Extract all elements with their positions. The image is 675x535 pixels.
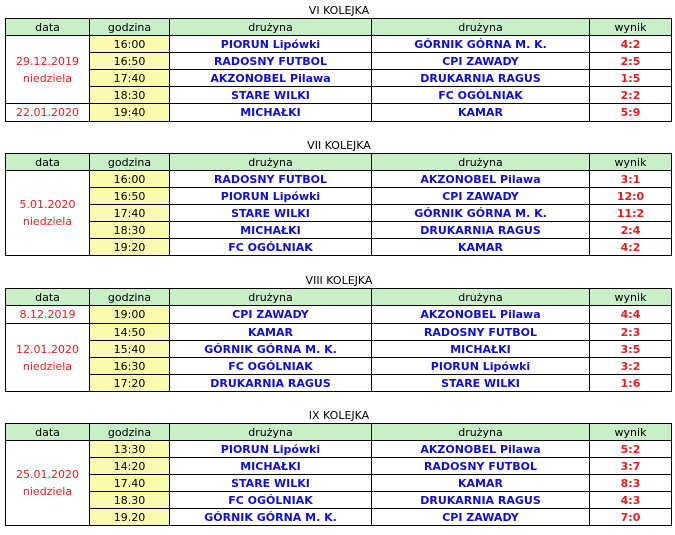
match-time: 18:30 bbox=[90, 87, 170, 104]
match-time: 13:30 bbox=[90, 441, 170, 458]
match-date: 5.01.2020 bbox=[19, 198, 76, 211]
match-score: 11:2 bbox=[590, 205, 672, 222]
away-team: STARE WILKI bbox=[372, 375, 590, 392]
match-row bbox=[6, 171, 672, 188]
home-team: GÓRNIK GÓRNA M. K. bbox=[170, 341, 372, 358]
team-header: drużyna bbox=[372, 424, 590, 441]
match-time: 18.30 bbox=[90, 492, 170, 509]
match-time: 19:40 bbox=[90, 104, 170, 122]
team-header: drużyna bbox=[170, 19, 372, 36]
match-time: 17:40 bbox=[90, 70, 170, 87]
match-date-cell bbox=[6, 171, 90, 256]
match-row bbox=[6, 458, 672, 475]
match-score: 3:2 bbox=[590, 358, 672, 375]
round-title: VIII KOLEJKA bbox=[305, 274, 373, 287]
team-header: drużyna bbox=[372, 289, 590, 306]
away-team: CPI ZAWADY bbox=[372, 53, 590, 70]
score-header: wynik bbox=[590, 289, 672, 306]
home-team: GÓRNIK GÓRNA M. K. bbox=[170, 509, 372, 526]
score-header: wynik bbox=[590, 424, 672, 441]
match-row bbox=[6, 475, 672, 492]
match-time: 19:00 bbox=[90, 306, 170, 324]
match-score: 2:5 bbox=[590, 53, 672, 70]
match-score: 5:9 bbox=[590, 104, 672, 122]
match-score: 2:3 bbox=[590, 324, 672, 341]
match-row bbox=[6, 306, 672, 324]
header-row bbox=[6, 154, 672, 171]
date-header: data bbox=[6, 289, 90, 306]
match-date: 29.12.2019 bbox=[16, 54, 79, 68]
match-weekday: niedziela bbox=[22, 485, 73, 498]
match-score: 3:7 bbox=[590, 458, 672, 475]
match-time: 17:20 bbox=[90, 375, 170, 392]
score-header: wynik bbox=[590, 19, 672, 36]
match-date: 22.01.2020 bbox=[16, 106, 79, 119]
match-time: 19:20 bbox=[90, 239, 170, 256]
away-team: KAMAR bbox=[372, 475, 590, 492]
match-row bbox=[6, 509, 672, 526]
match-row bbox=[6, 104, 672, 122]
match-time: 14:50 bbox=[90, 324, 170, 341]
match-time: 16:50 bbox=[90, 53, 170, 70]
match-date-cell bbox=[6, 104, 90, 122]
match-row bbox=[6, 205, 672, 222]
match-score: 4:3 bbox=[590, 492, 672, 509]
match-score: 4:2 bbox=[590, 239, 672, 256]
match-time: 15:40 bbox=[90, 341, 170, 358]
round-title: VII KOLEJKA bbox=[307, 139, 371, 152]
round-title: VI KOLEJKA bbox=[308, 4, 370, 17]
home-team: STARE WILKI bbox=[170, 87, 372, 104]
home-team: PIORUN Lipówki bbox=[170, 36, 372, 53]
time-header: godzina bbox=[90, 19, 170, 36]
home-team: KAMAR bbox=[170, 324, 372, 341]
score-header: wynik bbox=[590, 154, 672, 171]
home-team: CPI ZAWADY bbox=[170, 306, 372, 324]
home-team: AKZONOBEL Pilawa bbox=[170, 70, 372, 87]
team-header: drużyna bbox=[170, 154, 372, 171]
match-row bbox=[6, 492, 672, 509]
match-score: 5:2 bbox=[590, 441, 672, 458]
round-table bbox=[5, 423, 672, 526]
home-team: STARE WILKI bbox=[170, 205, 372, 222]
match-row bbox=[6, 375, 672, 392]
home-team: RADOSNY FUTBOL bbox=[170, 53, 372, 70]
round-table bbox=[5, 18, 672, 122]
home-team: MICHAŁKI bbox=[170, 458, 372, 475]
match-time: 18:30 bbox=[90, 222, 170, 239]
match-weekday: niedziela bbox=[22, 71, 73, 85]
match-row bbox=[6, 53, 672, 70]
match-score: 1:6 bbox=[590, 375, 672, 392]
match-date-cell bbox=[6, 324, 90, 392]
away-team: CPI ZAWADY bbox=[372, 509, 590, 526]
match-row bbox=[6, 358, 672, 375]
match-row bbox=[6, 36, 672, 53]
match-score: 2:4 bbox=[590, 222, 672, 239]
round-section bbox=[5, 3, 673, 122]
time-header: godzina bbox=[90, 154, 170, 171]
round-section bbox=[5, 408, 673, 526]
home-team: FC OGÓLNIAK bbox=[170, 239, 372, 256]
away-team: KAMAR bbox=[372, 104, 590, 122]
match-row bbox=[6, 70, 672, 87]
away-team: PIORUN Lipówki bbox=[372, 358, 590, 375]
away-team: DRUKARNIA RAGUS bbox=[372, 70, 590, 87]
time-header: godzina bbox=[90, 424, 170, 441]
match-row bbox=[6, 222, 672, 239]
match-time: 14:20 bbox=[90, 458, 170, 475]
away-team: FC OGÓLNIAK bbox=[372, 87, 590, 104]
home-team: PIORUN Lipówki bbox=[170, 441, 372, 458]
match-score: 4:2 bbox=[590, 36, 672, 53]
team-header: drużyna bbox=[170, 289, 372, 306]
match-time: 16:30 bbox=[90, 358, 170, 375]
away-team: DRUKARNIA RAGUS bbox=[372, 492, 590, 509]
round-table bbox=[5, 153, 672, 256]
header-row bbox=[6, 424, 672, 441]
match-date-cell bbox=[6, 441, 90, 526]
match-date: 25.01.2020 bbox=[16, 468, 79, 481]
team-header: drużyna bbox=[372, 19, 590, 36]
match-time: 17.40 bbox=[90, 475, 170, 492]
date-header: data bbox=[6, 19, 90, 36]
home-team: FC OGÓLNIAK bbox=[170, 358, 372, 375]
match-row bbox=[6, 188, 672, 205]
away-team: GÓRNIK GÓRNA M. K. bbox=[372, 205, 590, 222]
match-row bbox=[6, 441, 672, 458]
match-time: 16:50 bbox=[90, 188, 170, 205]
match-score: 7:0 bbox=[590, 509, 672, 526]
away-team: MICHAŁKI bbox=[372, 341, 590, 358]
round-title: IX KOLEJKA bbox=[308, 409, 370, 422]
round-table bbox=[5, 288, 672, 392]
match-weekday: niedziela bbox=[22, 215, 73, 228]
home-team: MICHAŁKI bbox=[170, 222, 372, 239]
match-weekday: niedziela bbox=[22, 359, 73, 373]
match-date-cell bbox=[6, 36, 90, 104]
match-time: 17:40 bbox=[90, 205, 170, 222]
away-team: CPI ZAWADY bbox=[372, 188, 590, 205]
match-score: 3:1 bbox=[590, 171, 672, 188]
home-team: PIORUN Lipówki bbox=[170, 188, 372, 205]
header-row bbox=[6, 289, 672, 306]
home-team: RADOSNY FUTBOL bbox=[170, 171, 372, 188]
match-time: 19.20 bbox=[90, 509, 170, 526]
team-header: drużyna bbox=[170, 424, 372, 441]
home-team: FC OGÓLNIAK bbox=[170, 492, 372, 509]
header-row bbox=[6, 19, 672, 36]
round-section bbox=[5, 273, 673, 392]
match-date-cell bbox=[6, 306, 90, 324]
away-team: DRUKARNIA RAGUS bbox=[372, 222, 590, 239]
match-score: 1:5 bbox=[590, 70, 672, 87]
match-row bbox=[6, 87, 672, 104]
match-score: 3:5 bbox=[590, 341, 672, 358]
away-team: AKZONOBEL Pilawa bbox=[372, 306, 590, 324]
date-header: data bbox=[6, 424, 90, 441]
match-score: 4:4 bbox=[590, 306, 672, 324]
home-team: STARE WILKI bbox=[170, 475, 372, 492]
match-row bbox=[6, 324, 672, 341]
match-row bbox=[6, 341, 672, 358]
away-team: GÓRNIK GÓRNA M. K. bbox=[372, 36, 590, 53]
match-score: 2:2 bbox=[590, 87, 672, 104]
home-team: MICHAŁKI bbox=[170, 104, 372, 122]
away-team: RADOSNY FUTBOL bbox=[372, 458, 590, 475]
away-team: KAMAR bbox=[372, 239, 590, 256]
away-team: AKZONOBEL Pilawa bbox=[372, 171, 590, 188]
match-score: 12:0 bbox=[590, 188, 672, 205]
away-team: RADOSNY FUTBOL bbox=[372, 324, 590, 341]
match-score: 8:3 bbox=[590, 475, 672, 492]
time-header: godzina bbox=[90, 289, 170, 306]
match-time: 16:00 bbox=[90, 171, 170, 188]
round-section bbox=[5, 138, 673, 256]
home-team: DRUKARNIA RAGUS bbox=[170, 375, 372, 392]
away-team: AKZONOBEL Pilawa bbox=[372, 441, 590, 458]
team-header: drużyna bbox=[372, 154, 590, 171]
match-date: 12.01.2020 bbox=[16, 342, 79, 356]
match-time: 16:00 bbox=[90, 36, 170, 53]
date-header: data bbox=[6, 154, 90, 171]
match-date: 8.12.2019 bbox=[19, 308, 76, 321]
match-row bbox=[6, 239, 672, 256]
